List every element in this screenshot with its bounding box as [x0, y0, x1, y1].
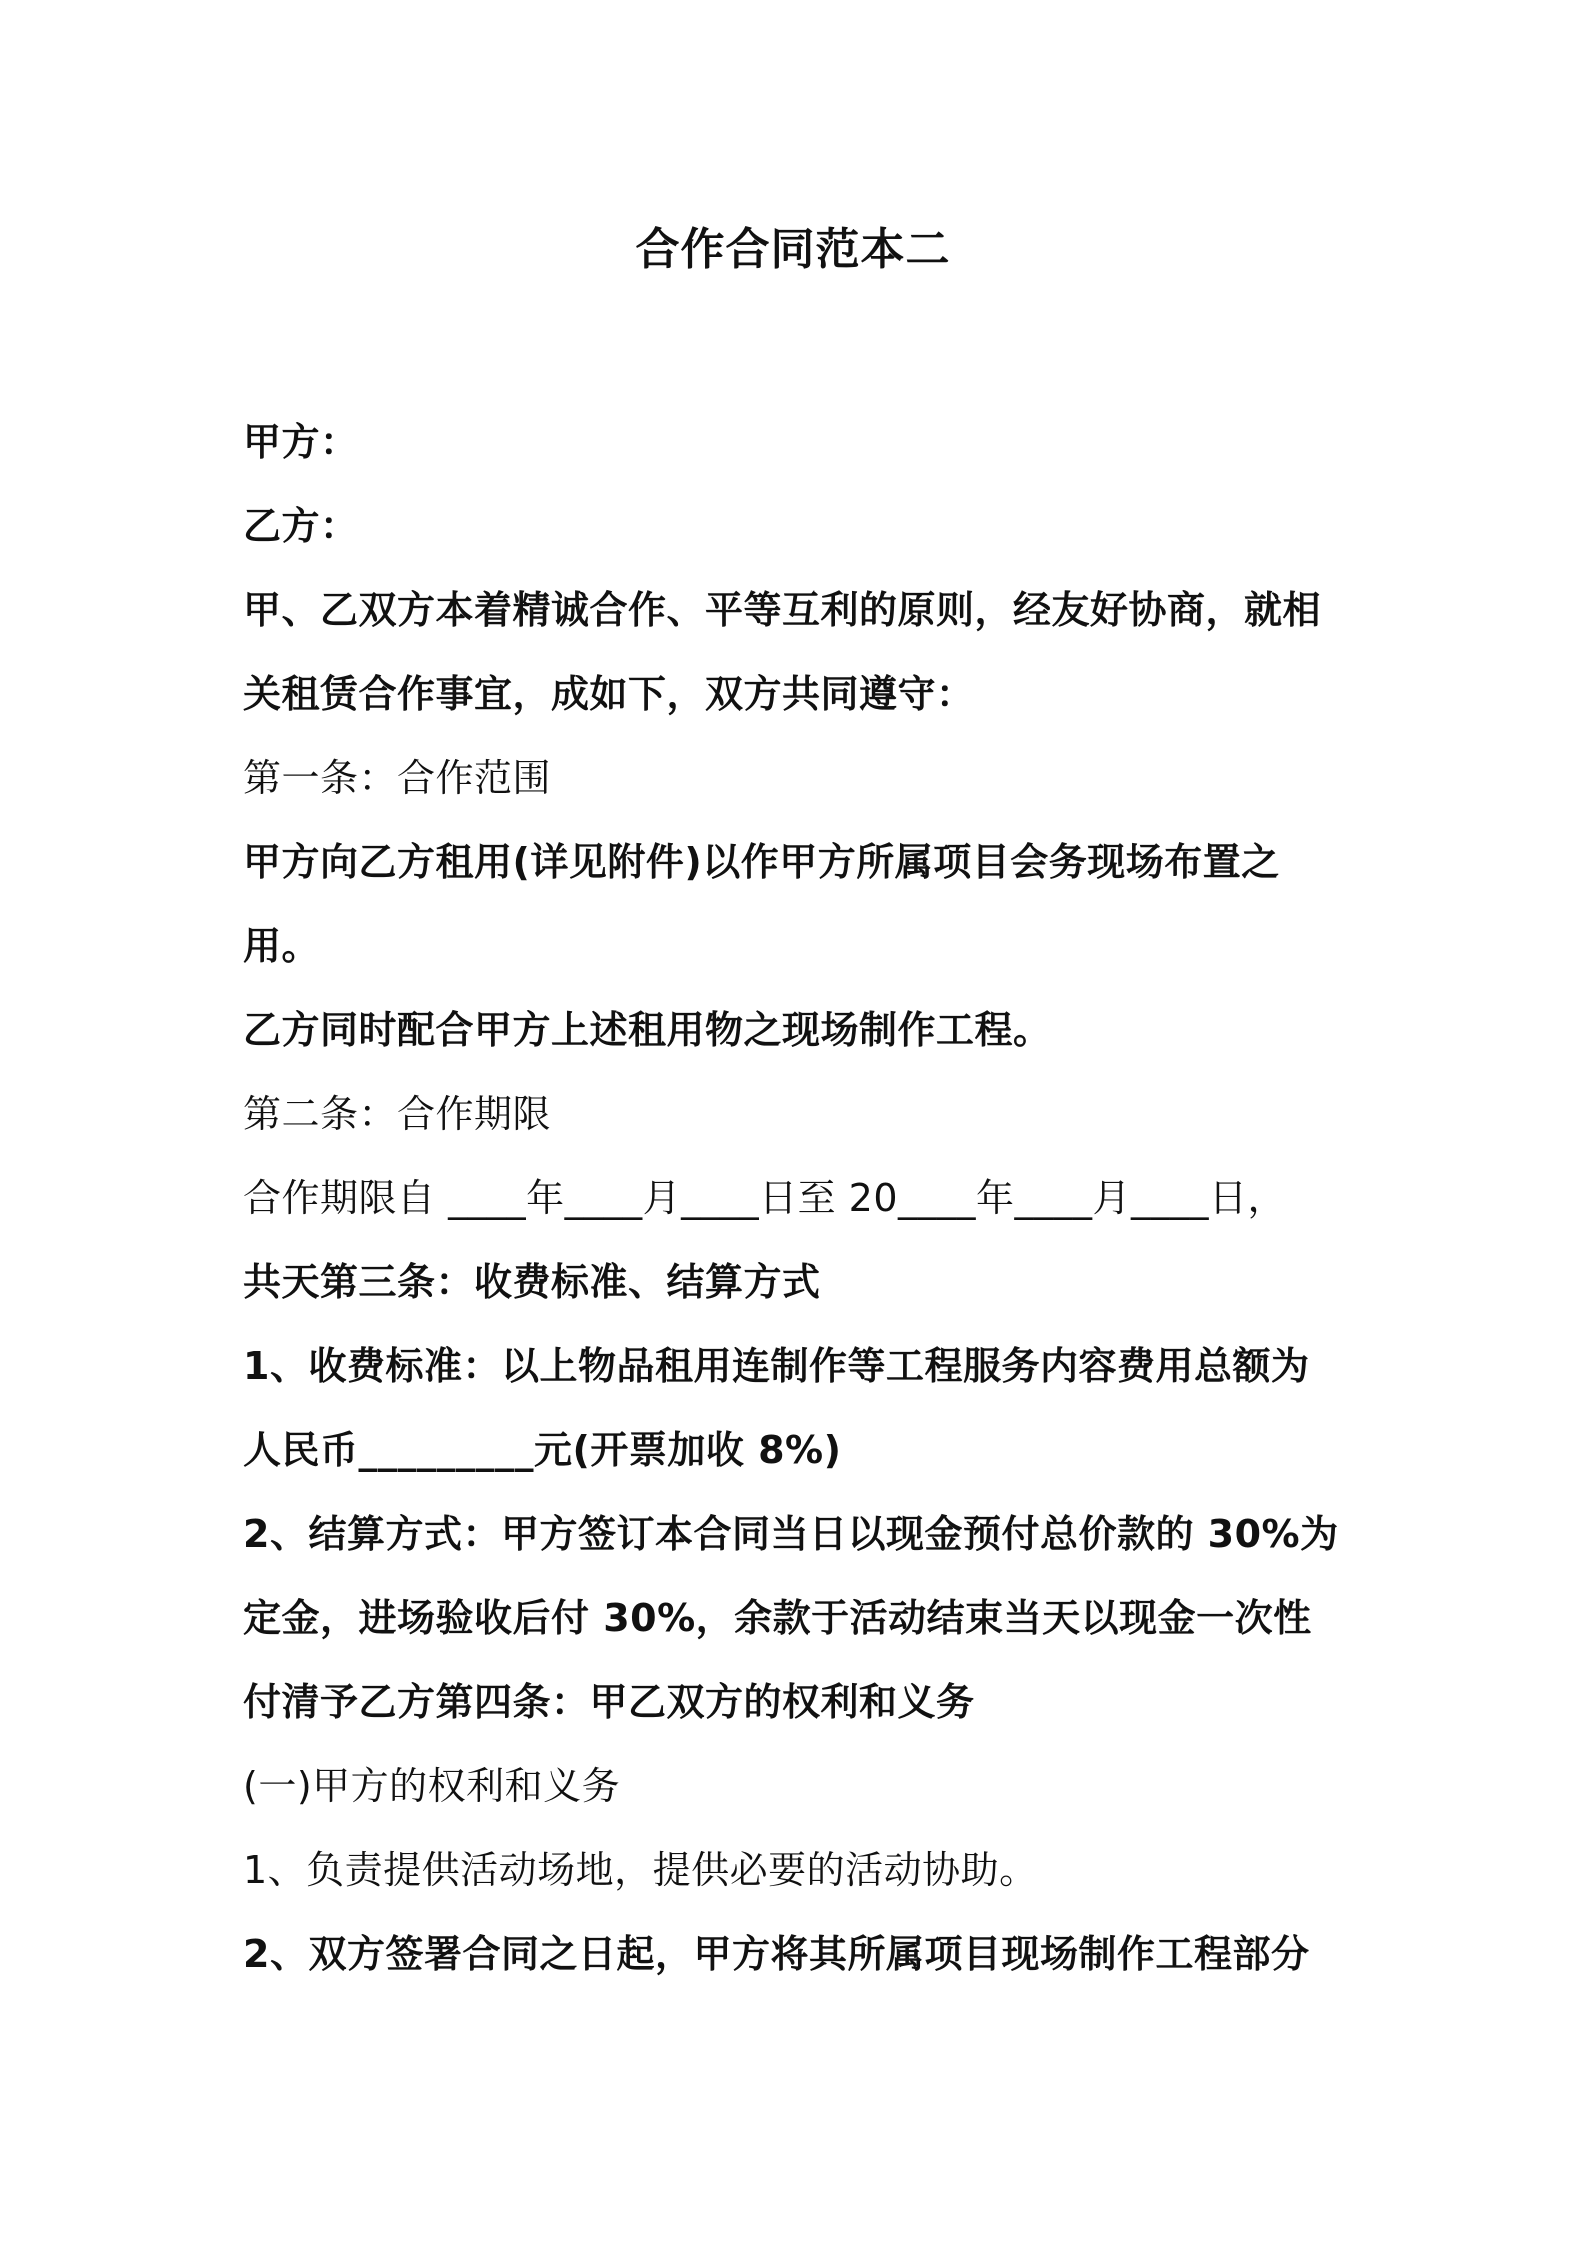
party-b-line: 乙方：: [243, 504, 359, 548]
preamble-line-1: 甲、乙双方本着精诚合作、平等互利的原则，经友好协商，就相: [243, 588, 1322, 632]
document-title: 合作合同范本二: [635, 224, 951, 275]
party-a-line: 甲方：: [243, 420, 359, 464]
document-body: [243, 400, 1363, 1996]
party-a-duty-2: 2、双方签署合同之日起，甲方将其所属项目现场制作工程部分: [243, 1932, 1310, 1976]
settlement-line-2: 定金，进场验收后付 30%，余款于活动结束当天以现金一次性: [243, 1596, 1312, 1640]
article-2-heading: 第二条：合作期限: [243, 1092, 552, 1136]
fee-standard-line-1: 1、收费标准：以上物品租用连制作等工程服务内容费用总额为: [243, 1344, 1310, 1388]
fee-standard-line-2: 人民币_________元(开票加收 8%): [243, 1428, 842, 1472]
article-3-heading: 共天第三条：收费标准、结算方式: [243, 1260, 821, 1304]
article-1-heading: 第一条：合作范围: [243, 756, 552, 800]
article-1-text-line-1: 甲方向乙方租用(详见附件)以作甲方所属项目会务现场布置之: [243, 840, 1280, 884]
party-a-rights-heading: (一)甲方的权利和义务: [243, 1764, 621, 1808]
settlement-line-3: 付清予乙方第四条：甲乙双方的权利和义务: [243, 1680, 975, 1724]
article-1-text-line-3: 乙方同时配合甲方上述租用物之现场制作工程。: [243, 1008, 1052, 1052]
preamble-line-2: 关租赁合作事宜，成如下，双方共同遵守：: [243, 672, 975, 716]
party-a-duty-1: 1、负责提供活动场地，提供必要的活动协助。: [243, 1848, 1038, 1892]
settlement-line-1: 2、结算方式：甲方签订本合同当日以现金预付总价款的 30%为: [243, 1512, 1339, 1556]
article-1-text-line-2: 用。: [243, 924, 321, 968]
term-period-line: 合作期限自 ____年____月____日至 20____年____月____日，: [243, 1176, 1287, 1220]
